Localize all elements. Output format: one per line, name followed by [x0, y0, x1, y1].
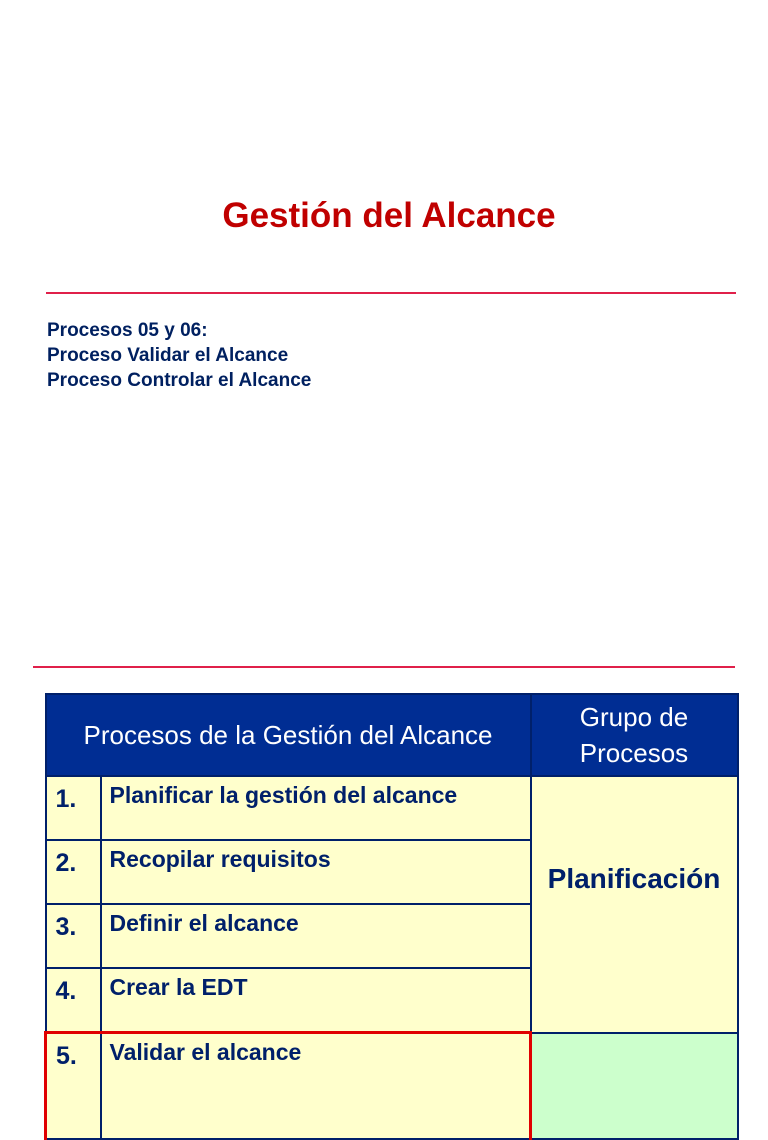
processes-table: [44, 693, 739, 1140]
subtitle-block: [47, 318, 311, 393]
subtitle-line: Proceso Validar el Alcance: [47, 345, 289, 366]
slide-title: Gestión del Alcance: [222, 196, 556, 235]
divider-top: [46, 292, 736, 294]
table-header-row: [46, 694, 738, 776]
row-number: 4.: [46, 968, 101, 1033]
row-number: 2.: [46, 840, 101, 904]
row-number: 3.: [46, 904, 101, 968]
row-process-name: Recopilar requisitos: [101, 840, 531, 904]
group-monitoring-cell: [531, 1033, 738, 1139]
row-process-name: Crear la EDT: [101, 968, 531, 1033]
row-process-name: Planificar la gestión del alcance: [101, 776, 531, 840]
table-row-highlighted: [46, 1033, 738, 1139]
row-number: 1.: [46, 776, 101, 840]
subtitle-line: Proceso Controlar el Alcance: [47, 370, 312, 391]
row-number: 5.: [46, 1033, 101, 1139]
divider-bottom: [33, 666, 735, 668]
group-planning-cell: Planificación: [531, 776, 738, 1033]
subtitle-line: Procesos 05 y 06:: [47, 320, 208, 341]
header-group: Grupo de Procesos: [531, 694, 738, 776]
table-row: [46, 776, 738, 840]
row-process-name: Validar el alcance: [101, 1033, 531, 1139]
header-processes: Procesos de la Gestión del Alcance: [46, 694, 531, 776]
row-process-name: Definir el alcance: [101, 904, 531, 968]
